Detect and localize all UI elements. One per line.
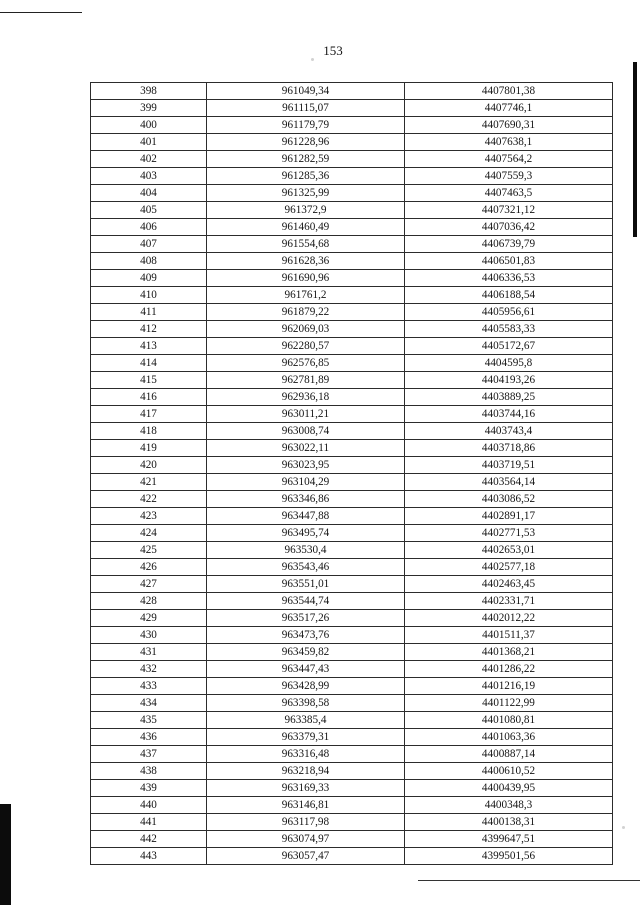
coordinate-table xyxy=(90,82,613,865)
scan-edge-line xyxy=(418,880,640,881)
table-row xyxy=(91,576,613,593)
y-coordinate-cell: 4404193,26 xyxy=(405,372,613,389)
y-coordinate-cell: 4400348,3 xyxy=(405,797,613,814)
x-coordinate-cell: 963074,97 xyxy=(207,831,405,848)
y-coordinate-cell: 4401511,37 xyxy=(405,627,613,644)
table-row xyxy=(91,253,613,270)
table-row xyxy=(91,270,613,287)
table-row xyxy=(91,117,613,134)
point-number-cell: 432 xyxy=(91,661,207,678)
x-coordinate-cell: 963385,4 xyxy=(207,712,405,729)
point-number-cell: 416 xyxy=(91,389,207,406)
point-number-cell: 431 xyxy=(91,644,207,661)
table-row xyxy=(91,678,613,695)
x-coordinate-cell: 961372,9 xyxy=(207,202,405,219)
x-coordinate-cell: 961049,34 xyxy=(207,83,405,100)
scan-noise xyxy=(311,58,314,61)
table-row xyxy=(91,83,613,100)
y-coordinate-cell: 4404595,8 xyxy=(405,355,613,372)
point-number-cell: 424 xyxy=(91,525,207,542)
x-coordinate-cell: 963544,74 xyxy=(207,593,405,610)
x-coordinate-cell: 963346,86 xyxy=(207,491,405,508)
y-coordinate-cell: 4403744,16 xyxy=(405,406,613,423)
table-row xyxy=(91,457,613,474)
x-coordinate-cell: 963169,33 xyxy=(207,780,405,797)
y-coordinate-cell: 4401063,36 xyxy=(405,729,613,746)
x-coordinate-cell: 963473,76 xyxy=(207,627,405,644)
point-number-cell: 419 xyxy=(91,440,207,457)
table-row xyxy=(91,202,613,219)
table-row xyxy=(91,542,613,559)
y-coordinate-cell: 4403743,4 xyxy=(405,423,613,440)
x-coordinate-cell: 963447,88 xyxy=(207,508,405,525)
table-row xyxy=(91,831,613,848)
x-coordinate-cell: 961179,79 xyxy=(207,117,405,134)
point-number-cell: 403 xyxy=(91,168,207,185)
y-coordinate-cell: 4402012,22 xyxy=(405,610,613,627)
point-number-cell: 406 xyxy=(91,219,207,236)
x-coordinate-cell: 961282,59 xyxy=(207,151,405,168)
y-coordinate-cell: 4405956,61 xyxy=(405,304,613,321)
point-number-cell: 415 xyxy=(91,372,207,389)
table-row xyxy=(91,661,613,678)
point-number-cell: 442 xyxy=(91,831,207,848)
y-coordinate-cell: 4400138,31 xyxy=(405,814,613,831)
table-row xyxy=(91,644,613,661)
x-coordinate-cell: 963146,81 xyxy=(207,797,405,814)
y-coordinate-cell: 4400887,14 xyxy=(405,746,613,763)
y-coordinate-cell: 4407746,1 xyxy=(405,100,613,117)
table-row xyxy=(91,372,613,389)
point-number-cell: 402 xyxy=(91,151,207,168)
table-row xyxy=(91,185,613,202)
y-coordinate-cell: 4401368,21 xyxy=(405,644,613,661)
point-number-cell: 408 xyxy=(91,253,207,270)
x-coordinate-cell: 963117,98 xyxy=(207,814,405,831)
table-row xyxy=(91,151,613,168)
point-number-cell: 412 xyxy=(91,321,207,338)
point-number-cell: 437 xyxy=(91,746,207,763)
table-row xyxy=(91,304,613,321)
table-row xyxy=(91,593,613,610)
y-coordinate-cell: 4407463,5 xyxy=(405,185,613,202)
table-row xyxy=(91,219,613,236)
y-coordinate-cell: 4402771,53 xyxy=(405,525,613,542)
table-row xyxy=(91,559,613,576)
point-number-cell: 433 xyxy=(91,678,207,695)
y-coordinate-cell: 4403889,25 xyxy=(405,389,613,406)
scan-edge-mark xyxy=(0,12,82,13)
page-number: 153 xyxy=(323,43,343,58)
x-coordinate-cell: 962069,03 xyxy=(207,321,405,338)
y-coordinate-cell: 4401216,19 xyxy=(405,678,613,695)
point-number-cell: 436 xyxy=(91,729,207,746)
scan-noise xyxy=(622,826,625,829)
point-number-cell: 401 xyxy=(91,134,207,151)
y-coordinate-cell: 4402891,17 xyxy=(405,508,613,525)
x-coordinate-cell: 961761,2 xyxy=(207,287,405,304)
point-number-cell: 410 xyxy=(91,287,207,304)
table-row xyxy=(91,848,613,865)
x-coordinate-cell: 963379,31 xyxy=(207,729,405,746)
point-number-cell: 435 xyxy=(91,712,207,729)
y-coordinate-cell: 4405172,67 xyxy=(405,338,613,355)
x-coordinate-cell: 963008,74 xyxy=(207,423,405,440)
x-coordinate-cell: 963011,21 xyxy=(207,406,405,423)
y-coordinate-cell: 4407321,12 xyxy=(405,202,613,219)
table-body xyxy=(91,83,613,865)
table-row xyxy=(91,491,613,508)
table-row xyxy=(91,763,613,780)
x-coordinate-cell: 963057,47 xyxy=(207,848,405,865)
point-number-cell: 422 xyxy=(91,491,207,508)
y-coordinate-cell: 4400439,95 xyxy=(405,780,613,797)
x-coordinate-cell: 962936,18 xyxy=(207,389,405,406)
x-coordinate-cell: 963428,99 xyxy=(207,678,405,695)
table-row xyxy=(91,695,613,712)
point-number-cell: 423 xyxy=(91,508,207,525)
point-number-cell: 414 xyxy=(91,355,207,372)
y-coordinate-cell: 4403086,52 xyxy=(405,491,613,508)
x-coordinate-cell: 961285,36 xyxy=(207,168,405,185)
x-coordinate-cell: 963023,95 xyxy=(207,457,405,474)
y-coordinate-cell: 4406336,53 xyxy=(405,270,613,287)
point-number-cell: 427 xyxy=(91,576,207,593)
x-coordinate-cell: 963316,48 xyxy=(207,746,405,763)
x-coordinate-cell: 961690,96 xyxy=(207,270,405,287)
point-number-cell: 411 xyxy=(91,304,207,321)
table-row xyxy=(91,134,613,151)
x-coordinate-cell: 962280,57 xyxy=(207,338,405,355)
point-number-cell: 407 xyxy=(91,236,207,253)
x-coordinate-cell: 961628,36 xyxy=(207,253,405,270)
point-number-cell: 438 xyxy=(91,763,207,780)
scan-edge-bar xyxy=(633,62,637,237)
y-coordinate-cell: 4400610,52 xyxy=(405,763,613,780)
y-coordinate-cell: 4402577,18 xyxy=(405,559,613,576)
y-coordinate-cell: 4405583,33 xyxy=(405,321,613,338)
table-row xyxy=(91,797,613,814)
y-coordinate-cell: 4403564,14 xyxy=(405,474,613,491)
x-coordinate-cell: 963398,58 xyxy=(207,695,405,712)
y-coordinate-cell: 4399501,56 xyxy=(405,848,613,865)
y-coordinate-cell: 4399647,51 xyxy=(405,831,613,848)
scan-edge-bar xyxy=(0,804,11,905)
y-coordinate-cell: 4407564,2 xyxy=(405,151,613,168)
x-coordinate-cell: 961879,22 xyxy=(207,304,405,321)
table-row xyxy=(91,508,613,525)
table-row xyxy=(91,100,613,117)
x-coordinate-cell: 963530,4 xyxy=(207,542,405,559)
point-number-cell: 421 xyxy=(91,474,207,491)
point-number-cell: 398 xyxy=(91,83,207,100)
point-number-cell: 404 xyxy=(91,185,207,202)
table-row xyxy=(91,338,613,355)
y-coordinate-cell: 4401122,99 xyxy=(405,695,613,712)
x-coordinate-cell: 963022,11 xyxy=(207,440,405,457)
table-row xyxy=(91,525,613,542)
x-coordinate-cell: 963459,82 xyxy=(207,644,405,661)
table-row xyxy=(91,746,613,763)
table-row xyxy=(91,389,613,406)
point-number-cell: 409 xyxy=(91,270,207,287)
table-row xyxy=(91,287,613,304)
point-number-cell: 439 xyxy=(91,780,207,797)
x-coordinate-cell: 963517,26 xyxy=(207,610,405,627)
point-number-cell: 425 xyxy=(91,542,207,559)
point-number-cell: 434 xyxy=(91,695,207,712)
point-number-cell: 417 xyxy=(91,406,207,423)
table-row xyxy=(91,474,613,491)
table-row xyxy=(91,423,613,440)
point-number-cell: 399 xyxy=(91,100,207,117)
x-coordinate-cell: 961325,99 xyxy=(207,185,405,202)
y-coordinate-cell: 4403718,86 xyxy=(405,440,613,457)
x-coordinate-cell: 961460,49 xyxy=(207,219,405,236)
point-number-cell: 405 xyxy=(91,202,207,219)
y-coordinate-cell: 4406188,54 xyxy=(405,287,613,304)
x-coordinate-cell: 961115,07 xyxy=(207,100,405,117)
point-number-cell: 441 xyxy=(91,814,207,831)
y-coordinate-cell: 4407638,1 xyxy=(405,134,613,151)
table-row xyxy=(91,610,613,627)
x-coordinate-cell: 963543,46 xyxy=(207,559,405,576)
x-coordinate-cell: 962576,85 xyxy=(207,355,405,372)
x-coordinate-cell: 961228,96 xyxy=(207,134,405,151)
x-coordinate-cell: 963495,74 xyxy=(207,525,405,542)
y-coordinate-cell: 4407801,38 xyxy=(405,83,613,100)
y-coordinate-cell: 4401080,81 xyxy=(405,712,613,729)
table-row xyxy=(91,236,613,253)
y-coordinate-cell: 4407036,42 xyxy=(405,219,613,236)
point-number-cell: 428 xyxy=(91,593,207,610)
point-number-cell: 429 xyxy=(91,610,207,627)
table-row xyxy=(91,729,613,746)
x-coordinate-cell: 963218,94 xyxy=(207,763,405,780)
x-coordinate-cell: 963447,43 xyxy=(207,661,405,678)
table-row xyxy=(91,321,613,338)
table-row xyxy=(91,406,613,423)
table-row xyxy=(91,627,613,644)
point-number-cell: 443 xyxy=(91,848,207,865)
point-number-cell: 430 xyxy=(91,627,207,644)
x-coordinate-cell: 962781,89 xyxy=(207,372,405,389)
x-coordinate-cell: 963551,01 xyxy=(207,576,405,593)
y-coordinate-cell: 4406501,83 xyxy=(405,253,613,270)
y-coordinate-cell: 4407559,3 xyxy=(405,168,613,185)
y-coordinate-cell: 4401286,22 xyxy=(405,661,613,678)
y-coordinate-cell: 4402331,71 xyxy=(405,593,613,610)
y-coordinate-cell: 4402653,01 xyxy=(405,542,613,559)
y-coordinate-cell: 4407690,31 xyxy=(405,117,613,134)
point-number-cell: 440 xyxy=(91,797,207,814)
point-number-cell: 426 xyxy=(91,559,207,576)
y-coordinate-cell: 4402463,45 xyxy=(405,576,613,593)
point-number-cell: 400 xyxy=(91,117,207,134)
x-coordinate-cell: 963104,29 xyxy=(207,474,405,491)
x-coordinate-cell: 961554,68 xyxy=(207,236,405,253)
table-row xyxy=(91,814,613,831)
table-row xyxy=(91,712,613,729)
point-number-cell: 420 xyxy=(91,457,207,474)
y-coordinate-cell: 4403719,51 xyxy=(405,457,613,474)
point-number-cell: 418 xyxy=(91,423,207,440)
table-row xyxy=(91,168,613,185)
table-row xyxy=(91,440,613,457)
table-row xyxy=(91,355,613,372)
y-coordinate-cell: 4406739,79 xyxy=(405,236,613,253)
point-number-cell: 413 xyxy=(91,338,207,355)
table-row xyxy=(91,780,613,797)
